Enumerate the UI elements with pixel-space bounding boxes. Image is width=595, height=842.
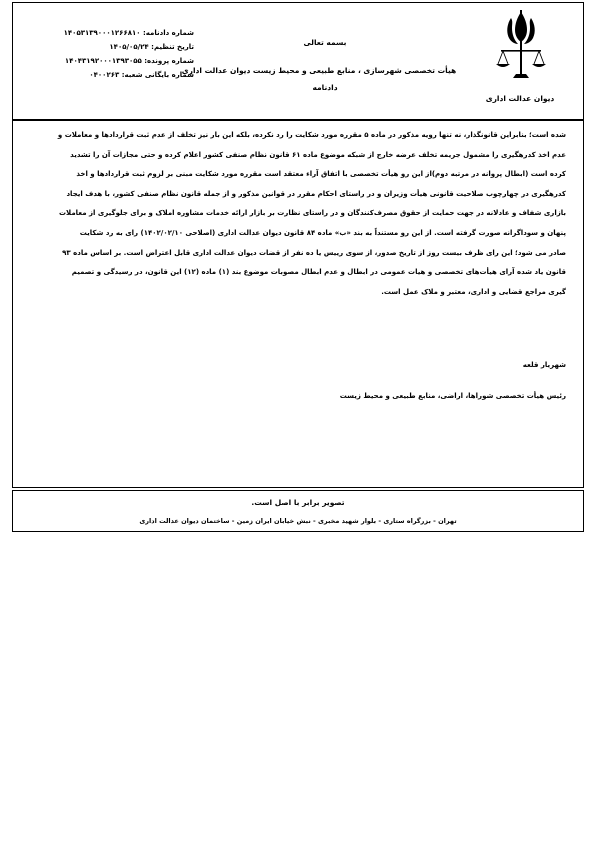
court-address: تهران - بزرگراه ستاری - بلوار شهید مخبری - نبش خیابان ایران زمین - ساختمان دیوان عدالت اداری [139,517,457,525]
signer-name: شهریار قلعه [522,361,566,369]
signer-title: رئیس هیأت تخصصی شوراها، اراضی، منابع طبیعی و محیط زیست [339,392,566,400]
iran-emblem-icon [493,8,549,84]
judgment-body [34,126,566,302]
archive-number: ۰۴۰۰۲۶۳ [89,71,120,79]
case-number: ۱۴۰۴۳۱۹۲۰۰۰۱۳۹۳۰۵۵ [64,57,142,65]
case-number-label: شماره پرونده: [144,57,194,65]
body-line: قانون یاد شده آرای هیأت‌های تخصصی و هیات عمومی در ابطال و عدم ابطال مصوبات موضوع بند (۱) ماده (۱۲) این قانون، در رسیدگی و تصمیم [71,268,566,277]
body-line: کرده است (ابطال پروانه در مرتبه دوم)از این رو هیأت تخصصی با اتفاق آراء معتقد است مقرره مورد شکایت مبنی بر لزوم ثبت قراردادها و اخذ [76,170,566,179]
body-line: گیری مراجع قضایی و اداری، معتبر و ملاک عمل است. [381,287,566,296]
body-line: صادر می شود؛ این رای ظرف بیست روز از تاریخ صدور، از سوی رییس یا ده نفر از قضات دیوان عدالت اداری قابل اعتراض است. بر اساس ماده ۹۳ [62,248,566,257]
case-number-row [34,54,194,68]
body-line: عدم اخذ کدرهگیری را مشمول جریمه تخلف عرضه خارج از شبکه موضوع ماده ۶۱ قانون نظام صنفی کشور اعلام کرده و حتی مجازات آن را تشدید [70,150,566,159]
body-line: شده است؛ بنابراین قانونگذار، نه تنها رویه مذکور در ماده ۵ مقرره مورد شکایت را رد نکرده، بلکه این بار نیز تخلف از عدم ثبت قراردادها و معاملات و [57,131,566,139]
bismillah: بسمه تعالی [303,38,347,47]
archive-number-label: شماره بایگانی شعبه: [121,71,194,79]
document-meta [34,26,194,82]
judgment-number: ۱۴۰۵۳۱۳۹۰۰۰۱۲۶۶۸۱۰ [63,29,141,37]
judgment-number-row [34,26,194,40]
date-label: تاریخ تنظیم: [151,43,194,51]
judgment-number-label: شماره دادنامه: [142,29,194,37]
body-line: بازاری شفاف و عادلانه در جهت حمایت از حقوق مصرف‌کنندگان و در راستای نظارت بر بازار ارائه خدمات مشاوره املاک و برای جلوگیری از معاملات [58,209,566,218]
footer-frame [12,490,584,532]
date-row [34,40,194,54]
archive-number-row [34,68,194,82]
body-line: کدرهگیری در چهارچوب صلاحیت قانونی هیأت وزیران و در راستای احکام مقرر در قوانین مذکور و از جمله قانون نظام صنفی کشور، با هدف ایجاد [66,189,566,198]
body-line: پنهان و سوداگرانه صورت گرفته است. از این رو مستنداً به بند «ب» ماده ۸۴ قانون دیوان عدالت اداری (اصلاحی ۱۴۰۲/۰۲/۱۰) رای به رد شکایت [79,228,566,237]
document-type: دادنامه [312,83,338,92]
date-value: ۱۴۰۵/۰۵/۲۴ [109,43,149,51]
board-title: هیأت تخصصی شهرسازی ، منابع طبیعی و محیط زیست دیوان عدالت اداری [181,66,457,75]
certification-note: تصویر برابر با اصل است. [251,498,345,507]
court-name: دیوان عدالت اداری [485,94,555,103]
